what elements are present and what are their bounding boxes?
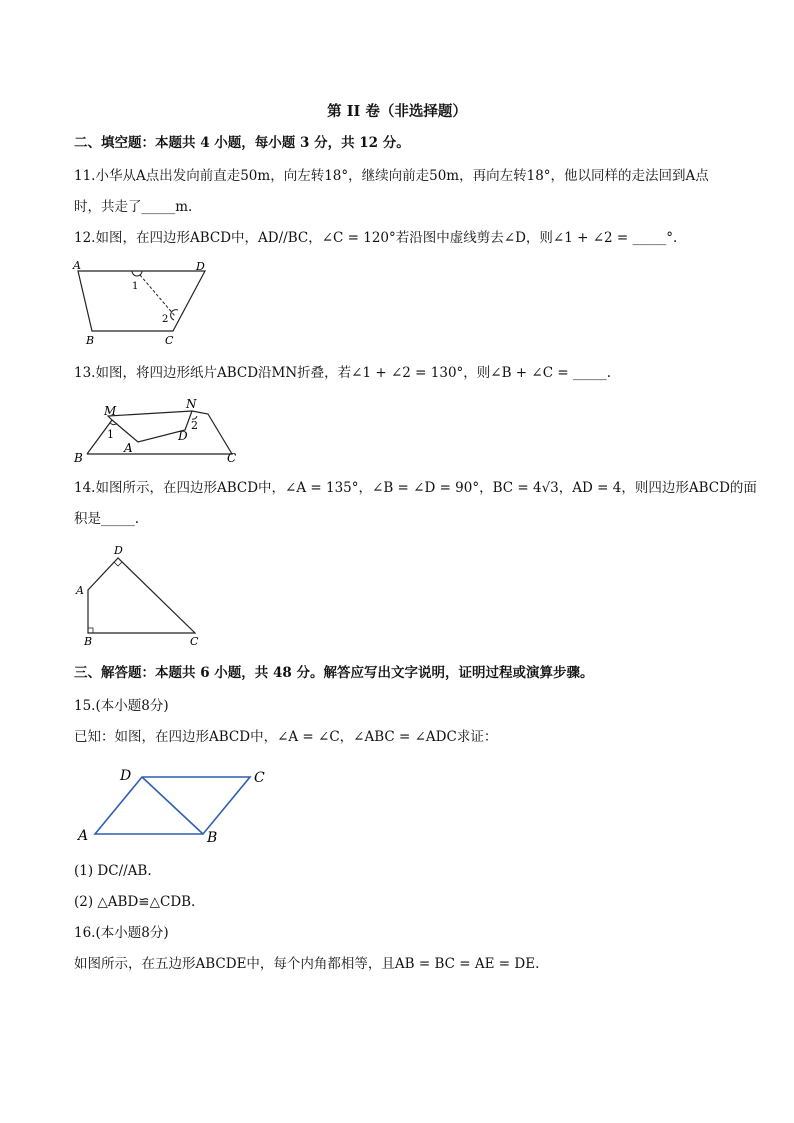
q12-label-b: B [86, 334, 95, 347]
page-title: 第 II 卷（非选择题） [327, 103, 467, 120]
q14-text-line2: 积是_____. [74, 511, 140, 527]
q16-head: 16.(本小题8分) [74, 925, 169, 941]
q14-right-angle-b [88, 628, 93, 633]
q13-label-1: 1 [107, 428, 114, 441]
q13-figure [70, 394, 250, 466]
q15-label-c: C [254, 770, 265, 786]
q12-label-a: A [73, 259, 81, 272]
q14-label-c: C [190, 635, 199, 648]
q13-label-m: M [104, 404, 117, 418]
q15-label-d: D [120, 768, 132, 784]
q12-label-2: 2 [162, 314, 169, 325]
q14-label-a: A [76, 584, 84, 597]
q15-label-b: B [207, 830, 218, 846]
q11-text-line1: 11.小华从A点出发向前直走50m，向左转18°，继续向前走50m，再向左转18°，他以同样的走法回到A点 [74, 168, 709, 184]
q12-quadrilateral [78, 271, 205, 331]
q15-part2: (2) △ABD≌△CDB. [74, 894, 196, 910]
q14-figure [70, 540, 210, 652]
q12-figure [70, 258, 230, 348]
q12-label-1: 1 [132, 281, 139, 292]
q12-dashed-cut [140, 275, 175, 316]
q13-label-d: D [178, 429, 188, 443]
q14-label-b: B [84, 635, 93, 648]
q15-figure [70, 760, 280, 850]
section-answer-header: 三、解答题：本题共 6 小题，共 48 分。解答应写出文字说明，证明过程或演算步骤。 [74, 665, 594, 681]
q13-label-b: B [74, 451, 83, 465]
q15-head: 15.(本小题8分) [74, 698, 169, 714]
section-fill-in-header: 二、填空题：本题共 4 小题，每小题 3 分，共 12 分。 [74, 135, 410, 151]
q13-label-c: C [227, 451, 237, 465]
q13-label-a: A [124, 441, 133, 455]
q13-label-2: 2 [191, 419, 198, 432]
q13-text: 13.如图，将四边形纸片ABCD沿MN折叠，若∠1 + ∠2 = 130°，则∠B + ∠C = _____. [74, 365, 611, 381]
q15-diagonal-bd [142, 777, 203, 834]
q14-right-angle-d [114, 562, 122, 566]
q14-text-line1: 14.如图所示，在四边形ABCD中，∠A = 135°，∠B = ∠D = 90°，BC = 4√3，AD = 4，则四边形ABCD的面 [74, 480, 757, 496]
q15-part1: (1) DC//AB. [74, 863, 152, 879]
q14-label-d: D [114, 544, 123, 557]
q12-label-c: C [165, 334, 174, 347]
q14-quadrilateral [88, 558, 195, 633]
q15-text: 已知：如图，在四边形ABCD中，∠A = ∠C，∠ABC = ∠ADC求证： [74, 729, 498, 745]
q13-label-n: N [186, 397, 197, 411]
q11-text-line2: 时，共走了_____m. [74, 199, 193, 215]
q12-label-d: D [196, 260, 205, 273]
q16-text: 如图所示，在五边形ABCDE中，每个内角都相等，且AB = BC = AE = DE. [74, 956, 540, 972]
q15-label-a: A [78, 828, 89, 844]
q12-text: 12.如图，在四边形ABCD中，AD//BC，∠C = 120°若沿图中虚线剪去∠D，则∠1 + ∠2 = _____°. [74, 230, 678, 246]
